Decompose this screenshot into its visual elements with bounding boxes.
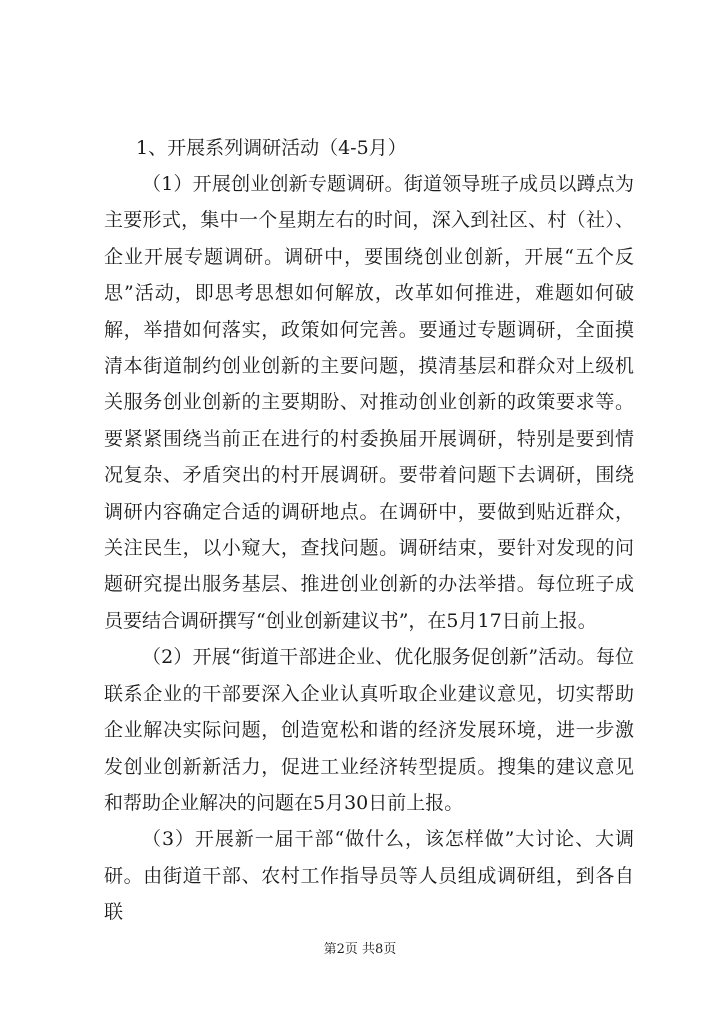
paragraph-1: （1）开展创业创新专题调研。街道领导班子成员以蹲点为主要形式，集中一个星期左右的时间，深入到社区、村（社）、企业开展专题调研。调研中，要围绕创业创新，开展“五个反思”活动，即思考思想如何解放，改革如何推进，难题如何破解，举措如何落实，政策如何完善。要通过专题调研，全面摸清本街道制约创业创新的主要问题，摸清基层和群众对上级机关服务创业创新的主要期盼、对推动创业创新的政策要求等。要紧紧围绕当前正在进行的村委换届开展调研，特别是要到情况复杂、矛盾突出的村开展调研。要带着问题下去调研，围绕调研内容确定合适的调研地点。在调研中，要做到贴近群众，关注民生，以小窥大，查找问题。调研结束，要针对发现的问题研究提出服务基层、推进创业创新的办法举措。每位班子成员要结合调研撰写“创业创新建议书”，在5月17日前上报。 (104, 173, 634, 632)
document-body (104, 130, 634, 931)
section-heading: 1、开展系列调研活动（4-5月） (136, 137, 407, 159)
page-number-footer: 第2页 共8页 (323, 942, 397, 957)
paragraph-3: （3）开展新一届干部“做什么，该怎样做”大讨论、大调研。由街道干部、农村工作指导员等人员组成调研组，到各自联 (104, 828, 634, 924)
paragraph-2: （2）开展“街道干部进企业、优化服务促创新”活动。每位联系企业的干部要深入企业认真听取企业建议意见，切实帮助企业解决实际问题，创造宽松和谐的经济发展环境，进一步激发创业创新新活力，促进工业经济转型提质。搜集的建议意见和帮助企业解决的问题在5月30日前上报。 (104, 646, 634, 814)
